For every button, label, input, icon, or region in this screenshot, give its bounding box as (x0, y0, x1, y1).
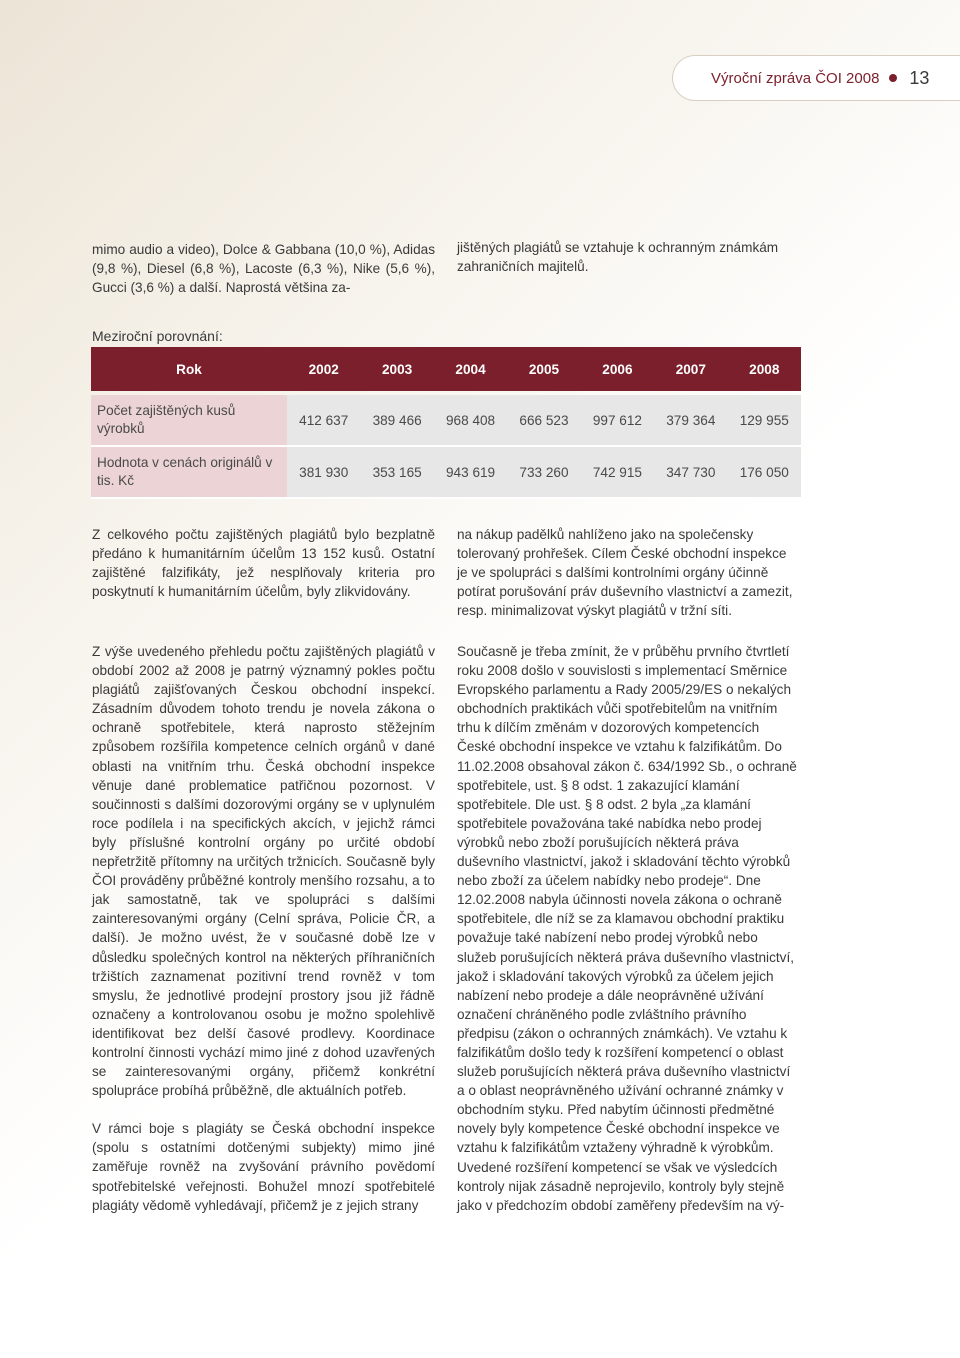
table-header-cell: 2003 (360, 347, 433, 391)
section-label: Meziroční porovnání: (92, 328, 223, 344)
body-left-top (92, 525, 435, 620)
paragraph: Současně je třeba zmínit, že v průběhu prvního čtvrtletí roku 2008 došlo v souvislosti s implementací Směrnice Evropského parlamentu a Rady 2005/29/ES o nekalých obchodních praktikách vůči spotřebitelům na vnitřním trhu k dílčím změnám v dozorových kompetencích České obchodní inspekce ve vztahu k falzifikátům. Do 11.02.2008 obsahoval zákon č. 634/1992 Sb., o ochraně spotřebitele, ust. § 8 odst. 1 zakazující klamání spotřebitele. Dle ust. § 8 odst. 2 byla „za klamání spotřebitele považována také nabídka nebo prodej výrobků nebo zboží porušujících některá práva duševního vlastnictví, jakož i skladování těchto výrobků nebo zboží za účelem nabídky nebo prodeje“. Dne 12.02.2008 nabyla účinnosti novela zákona o ochraně spotřebitele, dle níž se za klamavou obchodní praktiku považuje také nabízení nebo prodej výrobků nebo služeb porušujících některá práva duševního vlastnictví, jakož i skladování takových výrobků za účelem jejich nabízení nebo prodeje a dále neoprávněné užívání označení chráněného podle zvláštního právního předpisu (zákon o ochranných známkách). Ve vztahu k falzifikátům došlo tedy k rozšíření kompetencí o oblast služeb porušujících některá práva duševního vlastnictví a o oblast neoprávněného užívání ochranné známky v obchodním styku. Před nabytím účinnosti předmětné novely byly kompetence České obchodní inspekce ve vztahu k falzifikátům vztaženy výhradně k výrobkům. Uvedené rozšíření kompetencí se však ve výsledcích kontroly nijak zásadně neprojevilo, kontroly byly stejně jako v předchozím období zaměřeny především na vý- (457, 644, 797, 1213)
paragraph: na nákup padělků nahlíženo jako na společensky tolerovaný prohřešek. Cílem České obchodní inspekce je ve spolupráci s dalšími kontrolními orgány účinně potírat porušování práv duševního vlastnictví a zamezit, resp. minimalizovat výskyt plagiátů v tržní síti. (457, 527, 793, 619)
row-label: Počet zajištěných kusů výrobků (91, 395, 287, 447)
table-cell: 389 466 (360, 395, 433, 447)
bullet-icon (889, 74, 897, 82)
table-cell: 129 955 (728, 395, 801, 447)
paragraph: V rámci boje s plagiáty se Česká obchodní inspekce (spolu s ostatními dotčenými subjekty) mimo jiné zaměřuje rovněž na zvyšování právního povědomí spotřebitelské veřejnosti. Bohužel mnozí spotřebitelé plagiáty vědomě vyhledávají, přičemž je z jejich strany (92, 1121, 435, 1213)
report-title: Výroční zpráva ČOI 2008 (711, 69, 880, 87)
table-cell: 347 730 (654, 447, 727, 499)
body-right-main (457, 642, 800, 1234)
table-cell: 997 612 (581, 395, 654, 447)
table-cell: 968 408 (434, 395, 507, 447)
body-left-main (92, 642, 435, 1234)
table-header-cell: 2005 (507, 347, 580, 391)
intro-right-text (457, 238, 800, 295)
table-cell: 733 260 (507, 447, 580, 499)
table-row (91, 447, 801, 499)
table-cell: 379 364 (654, 395, 727, 447)
table-header-row (91, 347, 801, 391)
table-row (91, 395, 801, 447)
comparison-table (91, 347, 801, 499)
intro-right-paragraph: jištěných plagiátů se vztahuje k ochranným známkám zahraničních majitelů. (457, 240, 779, 275)
table-header-cell: 2004 (434, 347, 507, 391)
intro-left-paragraph: mimo audio a video), Dolce & Gabbana (10,0 %), Adidas (9,8 %), Diesel (6,8 %), Lacoste (6,3 %), Nike (5,6 %), Gucci (3,6 %) a další. Naprostá většina za- (92, 242, 435, 296)
table-cell: 666 523 (507, 395, 580, 447)
table-header-cell: 2007 (654, 347, 727, 391)
intro-left-text (92, 240, 435, 316)
body-right-top (457, 525, 800, 639)
table-header-cell: Rok (91, 347, 287, 391)
page-number: 13 (909, 67, 930, 88)
table-cell: 353 165 (360, 447, 433, 499)
table-cell: 381 930 (287, 447, 360, 499)
table-cell: 176 050 (728, 447, 801, 499)
table-header-cell: 2006 (581, 347, 654, 391)
paragraph: Z celkového počtu zajištěných plagiátů bylo bezplatně předáno k humanitárním účelům 13 152 kusů. Ostatní zajištěné falzifikáty, jež nesplňovaly kriteria pro poskytnutí k humanitárním účelům, byly zlikvidovány. (92, 527, 435, 600)
paragraph: Z výše uvedeného přehledu počtu zajištěných plagiátů v období 2002 až 2008 je patrný významný pokles počtu plagiátů zajišťovaných Českou obchodní inspekcí. Zásadním důvodem tohoto trendu je novela zákona o ochraně spotřebitele, která naprosto stěžejním způsobem rozšířila kompetence celních orgánů v dané oblasti na vnitřním trhu. Česká obchodní inspekce věnuje dané problematice patřičnou pozornost. V součinnosti s dalšími dozorovými orgány se v uplynulém roce podílela i na specifických akcích, v jejichž rámci byly příslušné kontrolní orgány po určité období nepřetržitě přítomny na určitých tržnicích. Současně byly ČOI prováděny průběžné kontroly menšího rozsahu, a to jak samostatně, tak ve spolupráci s dalšími zainteresovanými orgány (Celní správa, Policie ČR, a další). Je možno uvést, že v současné době lze v důsledku společných kontrol na některých příhraničních tržištích zaznamenat pozitivní trend rovněž v tom smyslu, že jednotlivé prodejní prostory jsou již řádně označeny a kontrolovanou osobu je možno spolehlivě identifikovat bez delší časové prodlevy. Koordinace kontrolní činnosti vychází mimo jiné z dohod uzavřených se zainteresovanými orgány, přičemž konkrétní spolupráce probíhá průběžně, dle aktuálních potřeb. (92, 644, 435, 1099)
header-bar (672, 55, 960, 101)
table-header-cell: 2008 (728, 347, 801, 391)
table-cell: 742 915 (581, 447, 654, 499)
table-cell: 412 637 (287, 395, 360, 447)
row-label: Hodnota v cenách originálů v tis. Kč (91, 447, 287, 499)
table-cell: 943 619 (434, 447, 507, 499)
table-header-cell: 2002 (287, 347, 360, 391)
